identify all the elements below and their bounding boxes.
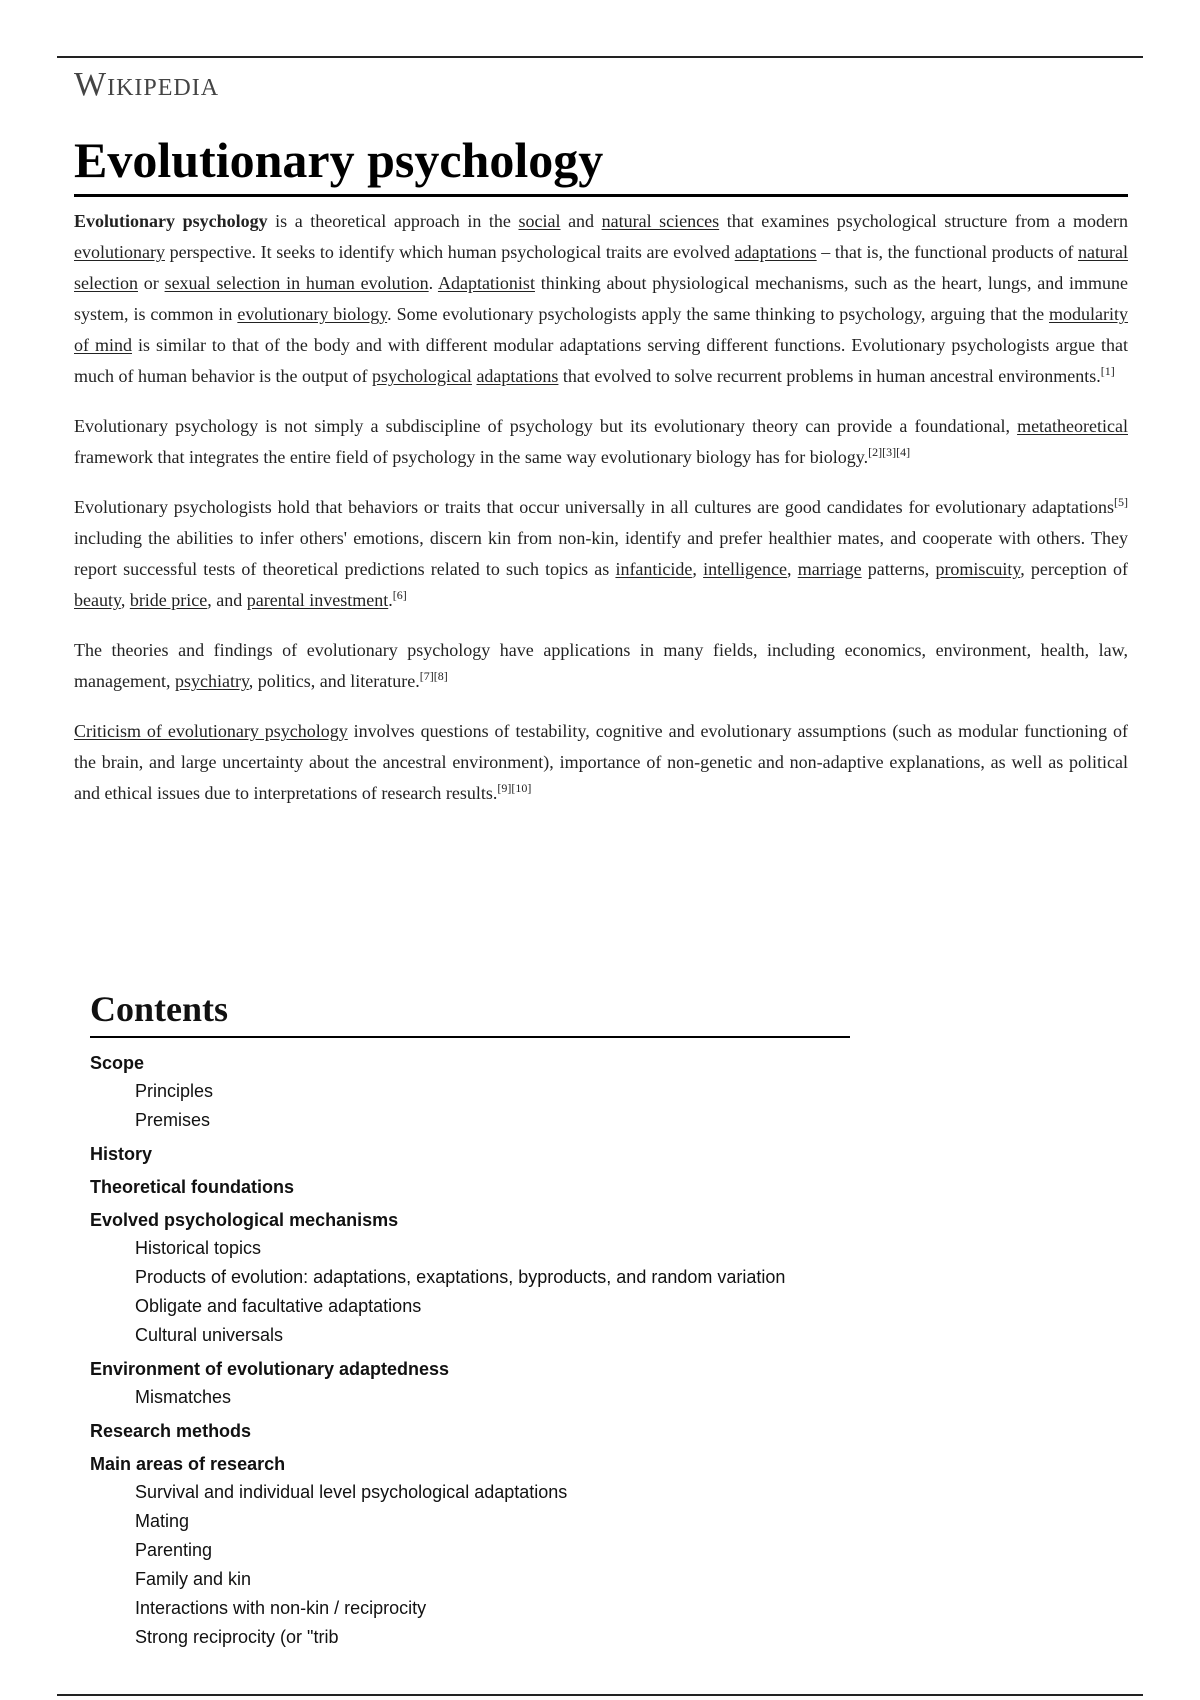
toc-subitem[interactable]: Mating <box>135 1511 190 1531</box>
bottom-rule <box>57 1694 1143 1696</box>
paragraph-3: Evolutionary psychologists hold that behaviors or traits that occur universally in all cultures are good candidates for evolutionary adaptations[5] including the abilities to infer others' emotions, discern kin from non-kin, identify and prefer healthier mates, and cooperate with others. They report successful tests of theoretical predictions related to such topics as infanticide, intelligence, marriage patterns, promiscuity, perception of beauty, bride price, and parental investment.[6] <box>74 495 1129 610</box>
toc-item-label[interactable]: Research methods <box>90 1421 252 1441</box>
toc-item-label[interactable]: Main areas of research <box>90 1454 286 1474</box>
toc-item[interactable] <box>90 1050 850 1135</box>
link-parental-investment[interactable]: parental investment <box>246 590 389 610</box>
toc-subitem[interactable]: Parenting <box>135 1540 213 1560</box>
toc-subitem[interactable]: Interactions with non-kin / reciprocity <box>135 1598 427 1618</box>
toc-sublist <box>90 1478 850 1652</box>
link-intelligence[interactable]: intelligence <box>703 559 788 579</box>
link-adaptationist[interactable]: Adaptationist <box>437 273 535 293</box>
paragraph-5: Criticism of evolutionary psychology involves questions of testability, cognitive and evolutionary assumptions (such as modular functioning of the brain, and large uncertainty about the ancestral environment), importance of non-genetic and non-adaptive explanations, as well as political and ethical issues due to interpretations of research results.[9][10] <box>74 721 1128 803</box>
toc-item-label[interactable]: Environment of evolutionary adaptedness <box>90 1359 450 1379</box>
link-infanticide[interactable]: infanticide <box>615 559 693 579</box>
toc-list <box>90 1050 850 1652</box>
lead-term: Evolutionary psychology <box>74 211 268 231</box>
toc-subitem[interactable]: Strong reciprocity (or "trib <box>135 1627 339 1647</box>
toc-subitem[interactable]: Principles <box>135 1081 214 1101</box>
toc-item-label[interactable]: History <box>90 1144 153 1164</box>
toc-item[interactable] <box>90 1174 850 1201</box>
title-underline <box>74 194 1128 197</box>
link-sexual-selection[interactable]: sexual selection in human evolution <box>164 273 429 293</box>
link-natural-selection[interactable]: natural selection <box>74 242 1128 293</box>
link-evolutionary-biology[interactable]: evolutionary biology <box>237 304 388 324</box>
link-beauty[interactable]: beauty <box>74 590 121 610</box>
citation[interactable]: [5] <box>1114 495 1128 509</box>
link-promiscuity[interactable]: promiscuity <box>935 559 1021 579</box>
link-adaptations-2[interactable]: adaptations <box>476 366 559 386</box>
link-modularity-of-mind[interactable]: modularity of mind <box>74 304 1129 355</box>
toc-subitem[interactable]: Obligate and facultative adaptations <box>135 1296 422 1316</box>
link-natural-sciences[interactable]: natural sciences <box>601 211 720 231</box>
toc-item[interactable] <box>90 1356 850 1412</box>
link-psychological[interactable]: psychological <box>371 366 472 386</box>
link-evolutionary[interactable]: evolutionary <box>74 242 165 262</box>
top-rule <box>57 56 1143 58</box>
citation[interactable]: [2][3][4] <box>868 445 911 459</box>
table-of-contents <box>90 986 850 1658</box>
toc-subitem[interactable]: Premises <box>135 1110 211 1130</box>
toc-sublist <box>90 1077 850 1135</box>
link-adaptations[interactable]: adaptations <box>734 242 817 262</box>
toc-subitem[interactable]: Survival and individual level psychological adaptations <box>135 1482 568 1502</box>
toc-subitem[interactable]: Historical topics <box>135 1238 262 1258</box>
link-bride-price[interactable]: bride price <box>129 590 208 610</box>
citation[interactable]: [1] <box>1100 364 1115 378</box>
toc-subitem[interactable]: Cultural universals <box>135 1325 284 1345</box>
paragraph-intro: Evolutionary psychology is a theoretical approach in the social and natural sciences that examines psychological structure from a modern evolutionary perspective. It seeks to identify which human psychological traits are evolved adaptations – that is, the functional products of natural selection or sexual selection in human evolution. Adaptationist thinking about physiological mechanisms, such as the heart, lungs, and immune system, is common in evolutionary biology. Some evolutionary psychologists apply the same thinking to psychology, arguing that the modularity of mind is similar to that of the body and with different modular adaptations serving different functions. Evolutionary psychologists argue that much of human behavior is the output of psychological adaptations that evolved to solve recurrent problems in human ancestral environments.[1] <box>74 211 1129 386</box>
citation[interactable]: [7][8] <box>419 669 448 683</box>
paragraph-4: The theories and findings of evolutionary psychology have applications in many fields, including economics, environment, health, law, management, psychiatry, politics, and literature.[7][8] <box>74 640 1128 691</box>
article-body <box>74 206 1128 828</box>
wikipedia-wordmark[interactable]: Wikipedia <box>74 66 220 103</box>
toc-item[interactable] <box>90 1418 850 1445</box>
citation[interactable]: [6] <box>392 588 407 602</box>
contents-heading: Contents <box>90 986 850 1038</box>
link-criticism[interactable]: Criticism of evolutionary psychology <box>74 721 348 741</box>
page-title: Evolutionary psychology <box>74 132 604 188</box>
toc-sublist <box>90 1234 850 1350</box>
toc-sublist <box>90 1383 850 1412</box>
link-psychiatry[interactable]: psychiatry <box>174 671 249 691</box>
toc-subitem[interactable]: Family and kin <box>135 1569 252 1589</box>
link-metatheoretical[interactable]: metatheoretical <box>1017 416 1128 436</box>
citation[interactable]: [9][10] <box>497 781 532 795</box>
toc-item-label[interactable]: Theoretical foundations <box>90 1177 295 1197</box>
toc-item-label[interactable]: Evolved psychological mechanisms <box>90 1210 399 1230</box>
toc-item-label[interactable]: Scope <box>90 1053 145 1073</box>
toc-subitem[interactable]: Mismatches <box>135 1387 232 1407</box>
toc-subitem[interactable]: Products of evolution: adaptations, exaptations, byproducts, and random variation <box>135 1267 786 1287</box>
toc-item[interactable] <box>90 1207 850 1350</box>
toc-item[interactable] <box>90 1451 850 1652</box>
paragraph-2: Evolutionary psychology is not simply a subdiscipline of psychology but its evolutionary theory can provide a foundational, metatheoretical framework that integrates the entire field of psychology in the same way evolutionary biology has for biology.[2][3][4] <box>74 416 1128 467</box>
link-social[interactable]: social <box>518 211 561 231</box>
toc-item[interactable] <box>90 1141 850 1168</box>
link-marriage[interactable]: marriage <box>797 559 862 579</box>
